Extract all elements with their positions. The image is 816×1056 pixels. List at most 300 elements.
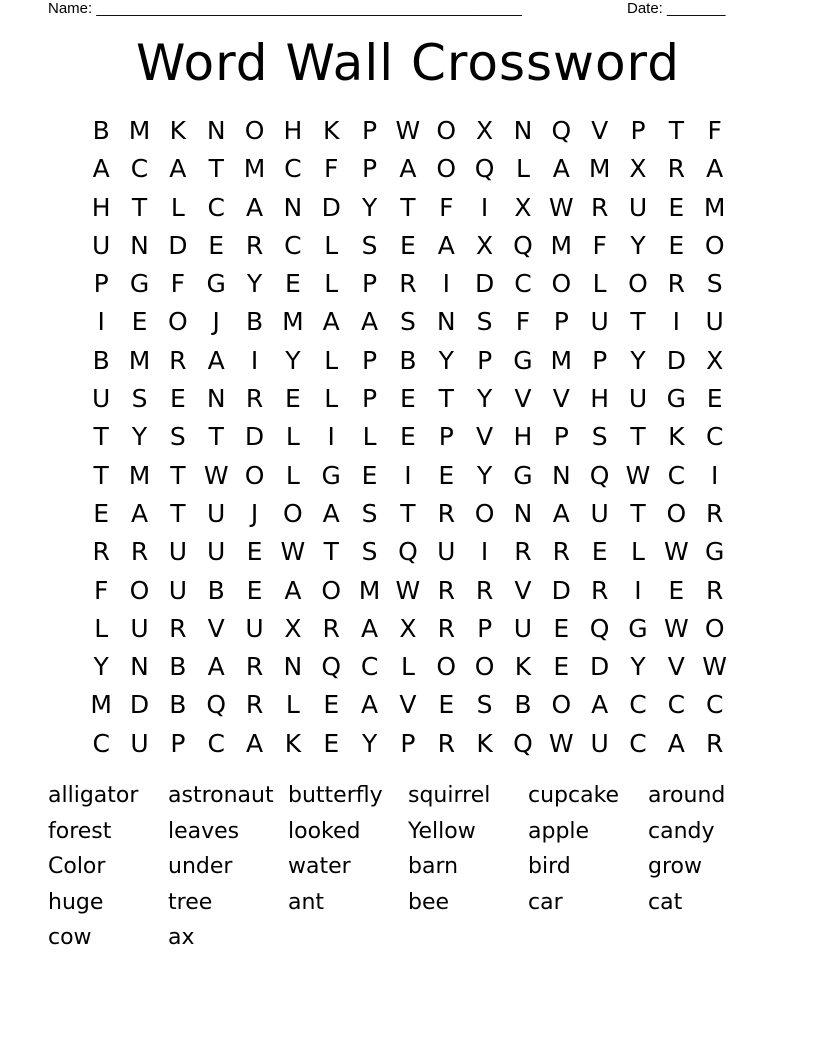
grid-cell: E [208,230,225,260]
grid-cell: F [439,192,454,222]
word-list-item: barn [408,854,459,879]
grid-cell: L [285,690,300,720]
grid-cell: T [438,384,454,414]
grid-cell: T [668,116,684,145]
grid-cell: L [285,460,300,490]
grid-cell: W [548,728,574,758]
grid-cell: D [168,230,188,260]
grid-cell: I [634,575,642,605]
grid-cell: F [707,116,722,145]
grid-cell: M [90,690,112,720]
grid-cell: A [361,613,379,643]
grid-cell: W [663,613,689,643]
grid-cell: E [93,498,110,528]
grid-cell: A [591,690,609,720]
grid-cell: E [284,384,301,414]
grid-cell: O [283,498,303,528]
grid-cell: Y [630,345,646,375]
grid-cell: I [442,269,450,299]
grid-cell: E [400,384,416,414]
word-list-item: under [168,854,233,879]
grid-cell: R [169,345,187,375]
grid-cell: N [206,116,226,145]
grid-cell: U [168,537,188,567]
grid-cell: A [169,154,187,184]
grid-cell: D [551,575,571,605]
grid-cell: D [474,269,495,299]
grid-cell: Q [589,460,610,490]
word-list-item: alligator [48,783,139,808]
grid-cell: W [395,116,421,145]
word-list-item: cupcake [528,783,620,808]
grid-cell: E [668,192,685,222]
grid-cell: O [474,498,495,528]
grid-cell: W [702,652,728,682]
grid-cell: Y [361,728,378,758]
grid-cell: J [212,307,220,337]
grid-cell: N [513,116,533,145]
grid-cell: L [631,537,645,567]
word-list-item: astronaut [168,783,274,808]
grid-cell: L [400,652,415,682]
grid-cell: W [280,537,306,567]
grid-cell: A [322,307,340,337]
grid-cell: H [91,192,111,222]
name-line: Name: ___________________________________________________ [48,0,522,17]
grid-cell: O [129,575,150,605]
page-title: Word Wall Crossword [136,34,680,92]
grid-cell: W [548,192,574,222]
grid-cell: M [358,575,381,605]
grid-cell: M [282,307,304,337]
grid-cell: E [131,307,148,337]
grid-cell: J [250,498,259,528]
grid-cell: U [590,307,609,337]
grid-cell: E [323,728,340,758]
word-list-item: bee [408,889,450,915]
grid-cell: M [128,460,151,490]
grid-cell: I [327,422,335,452]
grid-cell: P [438,422,454,452]
grid-cell: U [590,498,609,528]
grid-cell: F [324,154,339,184]
grid-cell: S [476,307,493,337]
grid-cell: Q [398,537,418,567]
grid-cell: C [514,269,532,299]
grid-cell: M [128,116,151,145]
grid-cell: E [246,575,263,605]
grid-cell: G [513,460,533,490]
grid-cell: T [630,422,646,452]
grid-cell: S [361,230,378,260]
grid-cell: P [553,307,569,337]
grid-cell: L [324,345,339,375]
grid-cell: M [588,154,611,184]
grid-cell: Y [246,269,263,299]
word-list-item: cat [648,889,683,915]
grid-cell: N [130,652,149,682]
grid-cell: R [245,652,264,682]
grid-cell: V [399,690,417,720]
word-list-item: cow [48,925,92,950]
grid-cell: C [92,728,110,758]
grid-cell: A [284,575,302,605]
grid-cell: T [131,192,148,222]
grid-cell: N [206,384,226,414]
grid-cell: E [438,460,455,490]
word-list-item: water [288,854,351,879]
grid-cell: F [515,307,531,337]
grid-cell: C [130,154,149,184]
grid-cell: V [514,384,532,414]
grid-cell: A [437,230,455,260]
grid-cell: C [629,690,647,720]
grid-cell: C [629,728,647,758]
grid-cell: E [400,422,416,452]
grid-cell: P [362,269,378,299]
grid-cell: R [92,537,110,567]
grid-cell: R [667,154,686,184]
grid-cell: O [244,116,265,145]
grid-cell: K [668,422,685,452]
grid-cell: E [591,537,608,567]
grid-cell: K [514,652,532,682]
grid-cell: C [207,192,225,222]
grid-cell: S [399,307,416,337]
grid-cell: N [436,307,456,337]
grid-cell: U [628,192,648,222]
word-list-item: tree [168,889,213,915]
letter-grid [82,112,734,763]
grid-cell: Y [361,192,378,222]
grid-row [82,265,734,303]
grid-cell: O [551,269,572,299]
word-list-item: grow [648,854,702,879]
grid-cell: G [206,269,226,299]
grid-cell: C [284,230,302,260]
grid-cell: O [551,690,572,720]
grid-cell: B [92,345,110,375]
grid-cell: P [400,728,416,758]
grid-cell: U [130,613,149,643]
grid-cell: R [245,230,264,260]
grid-cell: N [283,192,303,222]
grid-cell: U [207,498,226,528]
word-list [48,780,768,958]
grid-cell: E [553,613,570,643]
date-line: Date: _______ [627,0,726,17]
grid-cell: V [514,575,532,605]
grid-cell: U [130,728,149,758]
word-list-item: apple [528,818,590,844]
grid-cell: E [246,537,263,567]
grid-cell: R [705,728,724,758]
grid-cell: O [474,652,495,682]
grid-cell: R [590,192,609,222]
grid-cell: R [437,498,455,528]
grid-cell: U [92,384,111,414]
grid-cell: P [592,345,608,375]
grid-cell: L [362,422,377,452]
grid-cell: X [514,192,532,222]
grid-cell: U [590,728,609,758]
grid-cell: O [321,575,342,605]
grid-cell: U [437,537,456,567]
grid-cell: X [629,154,647,184]
grid-cell: S [591,422,608,452]
grid-row [82,342,734,380]
grid-cell: C [667,460,686,490]
grid-cell: Y [630,230,646,260]
word-list-item: squirrel [408,783,491,808]
grid-cell: P [362,384,378,414]
word-list-item: around [648,783,726,808]
grid-cell: T [208,422,224,452]
grid-cell: A [130,498,149,528]
grid-cell: Y [438,345,454,375]
grid-cell: U [245,613,264,643]
grid-cell: Y [285,345,301,375]
grid-cell: D [590,652,610,682]
grid-cell: B [169,652,187,682]
grid-cell: T [93,422,109,452]
grid-cell: U [92,230,111,260]
grid-cell: L [592,269,607,299]
grid-cell: R [705,575,724,605]
grid-row [82,686,734,724]
grid-row [82,227,734,265]
grid-cell: W [625,460,651,490]
grid-cell: Q [474,154,495,184]
grid-cell: P [170,728,186,758]
grid-cell: O [704,230,725,260]
grid-cell: U [168,575,188,605]
grid-cell: G [628,613,648,643]
grid-cell: S [476,690,493,720]
grid-cell: E [361,460,378,490]
grid-cell: P [477,345,493,375]
grid-cell: R [437,575,455,605]
word-list-item: leaves [168,818,240,844]
grid-cell: I [672,307,681,337]
grid-cell: R [169,613,187,643]
grid-cell: E [438,690,455,720]
grid-cell: S [169,422,186,452]
grid-cell: E [553,652,570,682]
grid-cell: X [706,345,724,375]
grid-cell: R [322,613,340,643]
grid-cell: A [207,652,225,682]
grid-cell: M [550,230,573,260]
grid-cell: K [476,728,493,758]
grid-cell: L [515,154,530,184]
grid-cell: U [705,307,724,337]
word-list-item: forest [48,818,112,844]
grid-row [82,457,734,495]
grid-cell: C [705,690,724,720]
grid-cell: S [361,537,378,567]
grid-cell: N [130,230,149,260]
grid-cell: S [131,384,148,414]
grid-cell: X [476,230,494,260]
grid-cell: O [244,460,265,490]
grid-cell: R [590,575,609,605]
grid-row [82,648,734,686]
grid-cell: X [399,613,417,643]
grid-cell: A [552,154,570,184]
grid-cell: T [630,307,646,337]
grid-row [82,418,734,456]
grid-cell: A [667,728,685,758]
grid-cell: P [362,345,378,375]
grid-cell: X [476,116,494,145]
grid-cell: N [551,460,571,490]
grid-cell: O [168,307,188,337]
grid-cell: G [513,345,533,375]
grid-cell: T [323,537,339,567]
grid-cell: E [169,384,186,414]
grid-row [82,380,734,418]
grid-cell: D [321,192,341,222]
grid-cell: Q [206,690,227,720]
grid-cell: Y [630,652,646,682]
grid-cell: Y [476,460,493,490]
grid-cell: F [93,575,109,605]
grid-cell: R [245,384,264,414]
grid-cell: U [207,537,226,567]
grid-cell: Q [513,230,533,260]
grid-row [82,189,734,227]
grid-cell: A [245,728,264,758]
grid-cell: E [284,269,301,299]
grid-cell: O [436,652,457,682]
grid-cell: C [207,728,225,758]
grid-cell: U [513,613,533,643]
grid-cell: O [436,116,457,145]
grid-cell: G [666,384,687,414]
word-list-item: ax [168,925,195,950]
grid-cell: T [400,192,416,222]
grid-cell: Q [589,613,610,643]
grid-row [82,533,734,571]
word-list-item: butterfly [288,783,383,808]
grid-cell: T [170,498,186,528]
grid-cell: E [323,690,340,720]
grid-cell: B [399,345,417,375]
grid-cell: P [362,116,378,145]
grid-cell: O [704,613,725,643]
grid-cell: B [514,690,532,720]
grid-cell: G [704,537,725,567]
grid-cell: C [284,154,302,184]
grid-cell: V [591,116,609,145]
grid-cell: P [630,116,646,145]
grid-cell: R [475,575,494,605]
grid-cell: G [321,460,341,490]
grid-cell: O [436,154,457,184]
grid-row [82,725,734,763]
grid-cell: C [360,652,379,682]
grid-cell: O [666,498,687,528]
grid-cell: R [552,537,570,567]
word-list-item: candy [648,818,715,844]
grid-row [82,610,734,648]
grid-cell: R [437,613,455,643]
grid-cell: T [400,498,416,528]
grid-cell: F [592,230,607,260]
grid-cell: B [245,307,264,337]
grid-cell: D [244,422,265,452]
grid-cell: N [513,498,533,528]
grid-cell: A [207,345,225,375]
grid-cell: T [208,154,224,184]
grid-cell: D [129,690,150,720]
grid-cell: S [706,269,723,299]
grid-cell: M [243,154,266,184]
grid-cell: A [552,498,570,528]
grid-cell: V [476,422,494,452]
grid-cell: K [284,728,302,758]
grid-cell: T [93,460,109,490]
grid-cell: E [400,230,416,260]
grid-cell: L [170,192,185,222]
grid-cell: I [710,460,719,490]
grid-cell: Q [321,652,342,682]
grid-row [82,495,734,533]
grid-row [82,303,734,341]
grid-cell: E [668,575,685,605]
grid-cell: Y [476,384,493,414]
grid-cell: R [514,537,532,567]
grid-cell: P [477,613,493,643]
grid-cell: V [667,652,685,682]
grid-cell: M [128,345,151,375]
grid-row [82,112,734,150]
grid-cell: W [203,460,229,490]
grid-cell: M [703,192,726,222]
grid-cell: L [94,613,109,643]
grid-cell: A [245,192,264,222]
grid-cell: B [207,575,225,605]
grid-cell: C [667,690,686,720]
grid-cell: Y [93,652,109,682]
grid-cell: U [628,384,648,414]
grid-cell: R [667,269,686,299]
grid-cell: I [480,192,489,222]
grid-cell: L [324,384,339,414]
grid-cell: I [480,537,489,567]
grid-cell: F [170,269,186,299]
grid-cell: A [361,307,379,337]
grid-cell: A [361,690,379,720]
grid-cell: R [399,269,417,299]
grid-cell: V [207,613,225,643]
word-list-item: Color [48,854,106,879]
grid-row [82,572,734,610]
grid-cell: E [668,230,685,260]
grid-cell: K [169,116,187,145]
grid-cell: R [245,690,264,720]
grid-cell: L [324,269,339,299]
grid-cell: I [250,345,259,375]
word-list-item: car [528,889,563,915]
grid-cell: I [97,307,105,337]
grid-cell: N [283,652,303,682]
grid-cell: C [705,422,724,452]
grid-cell: L [285,422,300,452]
grid-cell: A [399,154,417,184]
grid-cell: A [322,498,340,528]
